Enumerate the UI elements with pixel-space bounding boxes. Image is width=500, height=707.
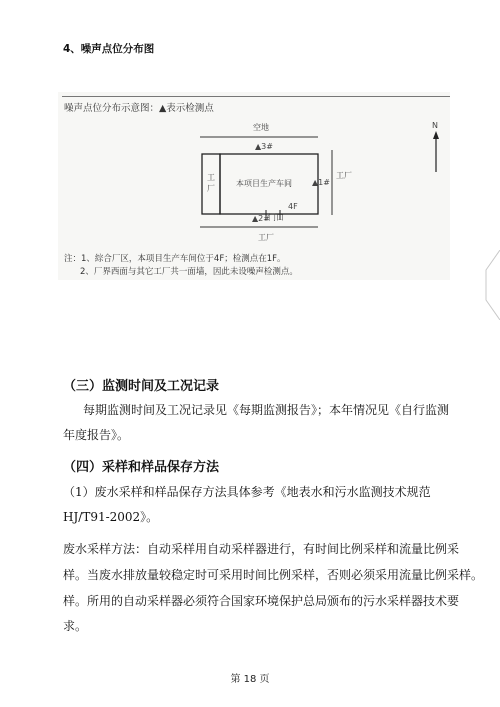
- point-3: ▲3#: [255, 142, 273, 151]
- label-building: 本项目生产车间: [236, 179, 292, 188]
- label-bottom: 工厂: [258, 233, 274, 242]
- section4-line5: 样。所用的自动采样器必须符合国家环境保护总局颁布的污水采样器技术要: [63, 594, 460, 608]
- section3-para-line2: 年度报告》。: [63, 428, 130, 442]
- section4-line1: （1）废水采样和样品保存方法具体参考《地表水和污水监测技术规范: [63, 485, 431, 499]
- point-1: ▲1#: [312, 178, 330, 187]
- figure-note-1: 注：1、綜合厂区，本项目生产车间位于4F；检测点在1F。: [64, 254, 286, 264]
- label-left: 工厂: [207, 173, 215, 193]
- section4-line2: HJ/T91-2002》。: [63, 510, 159, 524]
- page-number: 第 18 页: [230, 674, 270, 685]
- label-gate: 门口: [268, 213, 284, 222]
- figure-caption: 噪声点位分布示意图：▲表示检测点: [64, 103, 214, 114]
- section4-title: （四）采样和样品保存方法: [63, 460, 220, 475]
- north-label: N: [432, 121, 438, 130]
- section-heading: 4、噪声点位分布图: [63, 43, 155, 55]
- figure-note-2: 2、厂界西面与其它工厂共一面墙，因此未设噪声检测点。: [80, 267, 298, 277]
- point-2: ▲2#: [252, 214, 270, 223]
- section3-para-line1: 每期监测时间及工况记录见《每期监测报告》；本年情况见《自行监测: [83, 403, 450, 417]
- label-top: 空地: [253, 123, 269, 132]
- label-right: 工厂: [336, 171, 352, 180]
- label-floor: 4F: [288, 202, 298, 211]
- section4-line4: 样。当废水排放量较稳定时可采用时间比例采样，否则必须采用流量比例采样。: [63, 568, 483, 582]
- edge-stamp: [482, 250, 500, 320]
- section4-line6: 求。: [63, 619, 88, 633]
- section3-title: （三）监测时间及工况记录: [63, 379, 220, 394]
- section4-line3: 废水采样方法：自动采样用自动采样器进行，有时间比例采样和流量比例采: [63, 542, 460, 556]
